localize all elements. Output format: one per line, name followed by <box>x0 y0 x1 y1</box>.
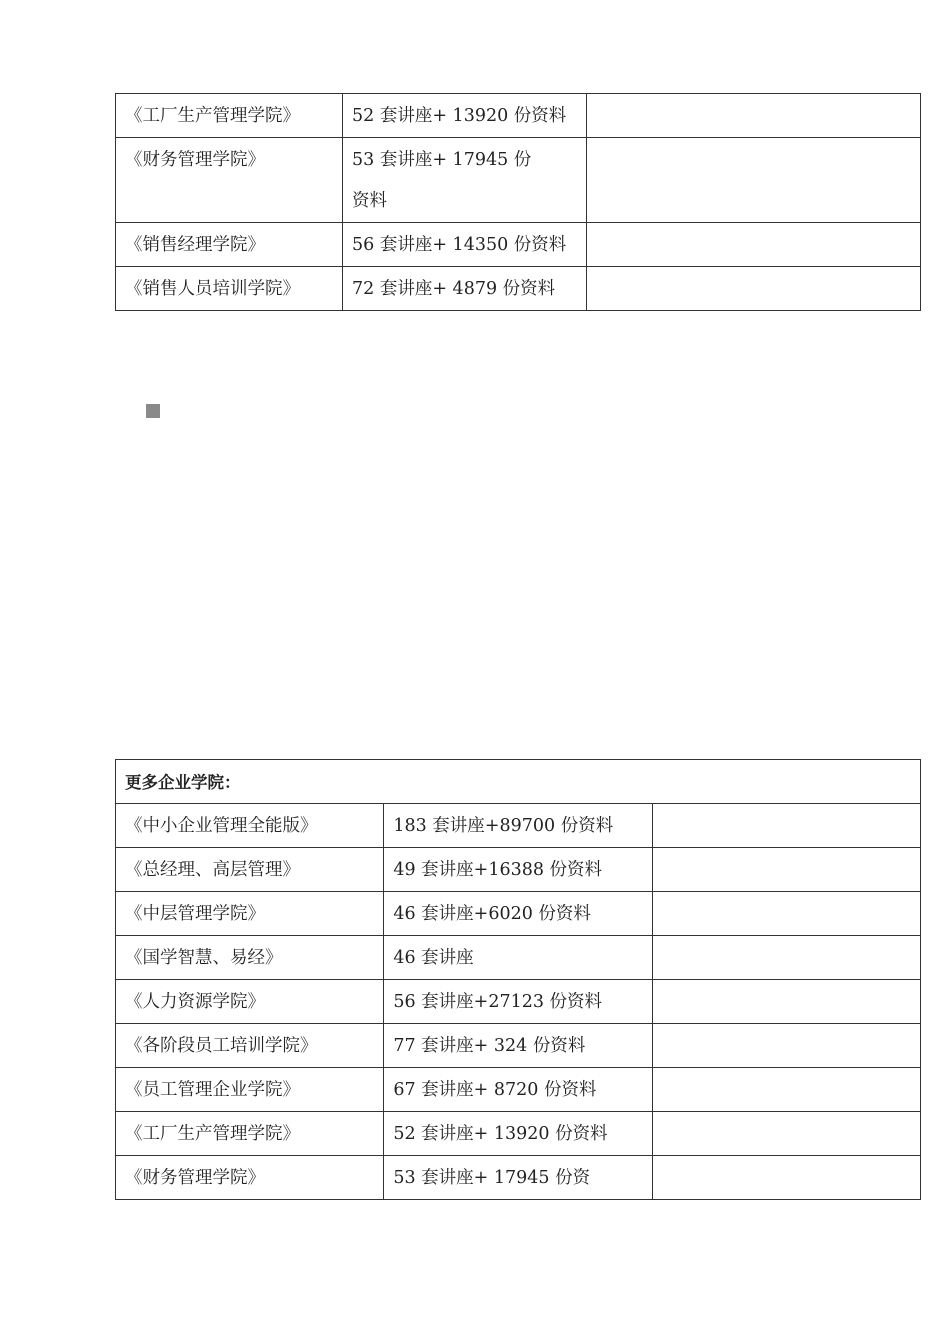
gray-square-bullet-icon <box>146 404 160 418</box>
academy-note-cell <box>587 138 921 223</box>
academy-content-cell: 49 套讲座+16388 份资料 <box>384 848 652 892</box>
table-row <box>116 267 921 311</box>
academy-name-cell: 《总经理、高层管理》 <box>116 848 384 892</box>
academy-content-cell: 52 套讲座+ 13920 份资料 <box>343 94 587 138</box>
academy-name-cell: 《销售人员培训学院》 <box>116 267 343 311</box>
table-row <box>116 1112 921 1156</box>
academy-note-cell <box>652 848 920 892</box>
table-row <box>116 1068 921 1112</box>
academy-note-cell <box>652 892 920 936</box>
academy-name-cell: 《工厂生产管理学院》 <box>116 1112 384 1156</box>
academy-note-cell <box>652 980 920 1024</box>
academy-name-cell: 《中层管理学院》 <box>116 892 384 936</box>
table-row <box>116 892 921 936</box>
academy-content-cell: 56 套讲座+ 14350 份资料 <box>343 223 587 267</box>
academy-note-cell <box>652 936 920 980</box>
academy-note-cell <box>587 94 921 138</box>
academy-name-cell: 《财务管理学院》 <box>116 138 343 223</box>
academy-content-cell: 183 套讲座+89700 份资料 <box>384 804 652 848</box>
academy-content-cell: 56 套讲座+27123 份资料 <box>384 980 652 1024</box>
table-row <box>116 94 921 138</box>
academy-content-cell: 67 套讲座+ 8720 份资料 <box>384 1068 652 1112</box>
academy-note-cell <box>652 1156 920 1200</box>
academy-content-cell: 46 套讲座+6020 份资料 <box>384 892 652 936</box>
more-academies-table <box>115 759 921 1200</box>
academy-note-cell <box>587 223 921 267</box>
table-row <box>116 936 921 980</box>
table-row <box>116 980 921 1024</box>
table-row <box>116 223 921 267</box>
table-header-row <box>116 760 921 804</box>
academy-content-cell: 46 套讲座 <box>384 936 652 980</box>
academy-content-cell: 52 套讲座+ 13920 份资料 <box>384 1112 652 1156</box>
academy-name-cell: 《财务管理学院》 <box>116 1156 384 1200</box>
academy-note-cell <box>652 1112 920 1156</box>
table-row <box>116 1024 921 1068</box>
table-row <box>116 848 921 892</box>
academy-name-cell: 《中小企业管理全能版》 <box>116 804 384 848</box>
academy-content-cell: 72 套讲座+ 4879 份资料 <box>343 267 587 311</box>
academy-note-cell <box>587 267 921 311</box>
academy-content-cell: 53 套讲座+ 17945 份资 <box>384 1156 652 1200</box>
academy-note-cell <box>652 1068 920 1112</box>
academy-note-cell <box>652 1024 920 1068</box>
academy-content-cell: 53 套讲座+ 17945 份资料 <box>343 138 587 223</box>
more-academies-heading: 更多企业学院： <box>116 760 921 804</box>
academy-name-cell: 《销售经理学院》 <box>116 223 343 267</box>
academy-name-cell: 《员工管理企业学院》 <box>116 1068 384 1112</box>
academy-table-top <box>115 93 921 311</box>
table-row <box>116 1156 921 1200</box>
academy-name-cell: 《人力资源学院》 <box>116 980 384 1024</box>
academy-name-cell: 《工厂生产管理学院》 <box>116 94 343 138</box>
table-row <box>116 804 921 848</box>
academy-name-cell: 《各阶段员工培训学院》 <box>116 1024 384 1068</box>
table-row <box>116 138 921 223</box>
academy-content-cell: 77 套讲座+ 324 份资料 <box>384 1024 652 1068</box>
academy-name-cell: 《国学智慧、易经》 <box>116 936 384 980</box>
academy-note-cell <box>652 804 920 848</box>
